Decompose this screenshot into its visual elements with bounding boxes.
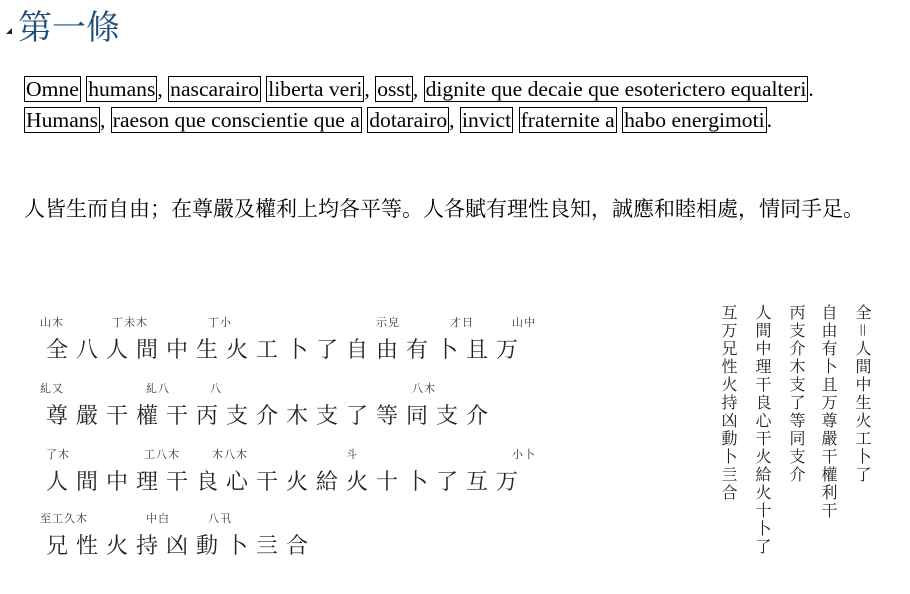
- script-glyph: 介: [255, 404, 278, 429]
- script-glyph: 亖: [255, 534, 278, 559]
- collapse-triangle-icon[interactable]: [6, 28, 12, 34]
- script-glyph: 有: [405, 338, 428, 363]
- chinese-paragraph: 人皆生而自由；在尊嚴及權利上均各平等。人各賦有理性良知，誠應和睦相處，情同手足。: [24, 197, 864, 221]
- script-gloss: 示皃: [376, 316, 400, 329]
- script-glyph: 万: [495, 338, 518, 363]
- script-glyph: 兄: [45, 534, 68, 559]
- script-glyph: 間: [75, 470, 98, 495]
- script-glyph: 間: [135, 338, 158, 363]
- script-gloss: 山木: [40, 316, 64, 329]
- script-gloss: 八卂: [208, 512, 232, 525]
- script-gloss: 糺八: [146, 382, 170, 395]
- boxed-word: humans: [88, 77, 156, 101]
- script-line: [42, 336, 522, 366]
- section-heading-row: [6, 6, 120, 50]
- section-heading: 第一條: [18, 8, 120, 48]
- script-gloss: 至工久木: [40, 512, 88, 525]
- script-glyph: 給: [315, 470, 338, 495]
- script-glyph: 木: [285, 404, 308, 429]
- boxed-word: osst: [377, 77, 411, 101]
- script-glyph: 嚴: [75, 404, 98, 429]
- script-glyph: 且: [465, 338, 488, 363]
- script-glyph: 人: [105, 338, 128, 363]
- script-glyph: 同: [405, 404, 428, 429]
- script-glyph: 丙: [195, 404, 218, 429]
- script-glyph: 理: [135, 470, 158, 495]
- boxed-word: liberta veri: [268, 77, 363, 101]
- script-gloss: 八木: [412, 382, 436, 395]
- script-glyph: 火: [225, 338, 248, 363]
- punctuation: ,: [364, 77, 376, 101]
- script-gloss: 木八木: [212, 448, 248, 461]
- punctuation: ,: [449, 108, 460, 132]
- script-glyph: 自: [345, 338, 368, 363]
- boxed-word: Omne: [26, 77, 79, 101]
- script-gloss: 工八木: [144, 448, 180, 461]
- script-glyph: 火: [285, 470, 308, 495]
- script-glyph: 支: [315, 404, 338, 429]
- boxed-word: habo energimoti: [624, 108, 765, 132]
- boxed-word: fraternite a: [520, 108, 615, 132]
- vertical-script-column: 自由有卜且万尊嚴干權利干: [819, 304, 838, 520]
- punctuation: .: [766, 108, 773, 132]
- script-gloss: 了木: [46, 448, 70, 461]
- script-glyph: 全: [45, 338, 68, 363]
- boxed-word: raeson que conscientie que a: [112, 108, 360, 132]
- script-glyph: 卜: [435, 338, 458, 363]
- script-glyph: 互: [465, 470, 488, 495]
- script-glyph: 支: [435, 404, 458, 429]
- vertical-script-column: 全＝人間中生火工卜了: [853, 304, 872, 485]
- script-glyph: 火: [345, 470, 368, 495]
- script-gloss: 山中: [512, 316, 536, 329]
- script-glyph: 了: [315, 338, 338, 363]
- boxed-word: Humans: [26, 108, 98, 132]
- script-glyph: 良: [195, 470, 218, 495]
- script-gloss: 丁未木: [112, 316, 148, 329]
- script-glyph: 卜: [285, 338, 308, 363]
- script-glyph: 干: [165, 404, 188, 429]
- script-glyph: 万: [495, 470, 518, 495]
- script-glyph: 動: [195, 534, 218, 559]
- script-glyph: 干: [255, 470, 278, 495]
- punctuation: ,: [412, 77, 424, 101]
- script-glyph: 中: [165, 338, 188, 363]
- script-glyph: 八: [75, 338, 98, 363]
- punctuation: ,: [99, 108, 111, 132]
- script-glyph: 了: [435, 470, 458, 495]
- script-glyph: 了: [345, 404, 368, 429]
- vertical-script-column: 丙支介木支了等同支介: [787, 304, 806, 484]
- script-glyph: 由: [375, 338, 398, 363]
- script-glyph: 卜: [405, 470, 428, 495]
- script-line: [42, 468, 522, 498]
- script-line: [42, 532, 312, 562]
- script-figure: [0, 300, 910, 594]
- script-glyph: 等: [375, 404, 398, 429]
- script-glyph: 性: [75, 534, 98, 559]
- latin-paragraph: [24, 74, 898, 136]
- script-glyph: 支: [225, 404, 248, 429]
- script-gloss: 斗: [346, 448, 358, 461]
- script-glyph: 合: [285, 534, 308, 559]
- script-glyph: 干: [105, 404, 128, 429]
- script-glyph: 人: [45, 470, 68, 495]
- punctuation: [513, 108, 518, 132]
- script-glyph: 中: [105, 470, 128, 495]
- vertical-script-column: 人間中理干良心干火給火十卜了: [753, 304, 772, 556]
- script-glyph: 尊: [45, 404, 68, 429]
- boxed-word: dotarairo: [369, 108, 448, 132]
- script-glyph: 十: [375, 470, 398, 495]
- script-glyph: 工: [255, 338, 278, 363]
- script-glyph: 心: [225, 470, 248, 495]
- punctuation: .: [808, 77, 814, 101]
- script-glyph: 介: [465, 404, 488, 429]
- script-glyph: 卜: [225, 534, 248, 559]
- script-glyph: 火: [105, 534, 128, 559]
- script-gloss: 中白: [146, 512, 170, 525]
- script-glyph: 生: [195, 338, 218, 363]
- script-glyph: 持: [135, 534, 158, 559]
- script-glyph: 干: [165, 470, 188, 495]
- boxed-word: nascarairo: [170, 77, 259, 101]
- punctuation: ,: [157, 77, 169, 101]
- script-gloss: 八: [210, 382, 222, 395]
- script-gloss: 才日: [450, 316, 474, 329]
- script-gloss: 小卜: [512, 448, 536, 461]
- script-gloss: 糺又: [40, 382, 64, 395]
- boxed-word: invict: [461, 108, 512, 132]
- script-glyph: 權: [135, 404, 158, 429]
- script-gloss: 丁小: [208, 316, 232, 329]
- boxed-word: dignite que decaie que esoterictero equalteri: [425, 77, 807, 101]
- vertical-script-column: 互万兄性火持凶動卜亖合: [719, 304, 738, 502]
- script-line: [42, 402, 492, 432]
- script-glyph: 凶: [165, 534, 188, 559]
